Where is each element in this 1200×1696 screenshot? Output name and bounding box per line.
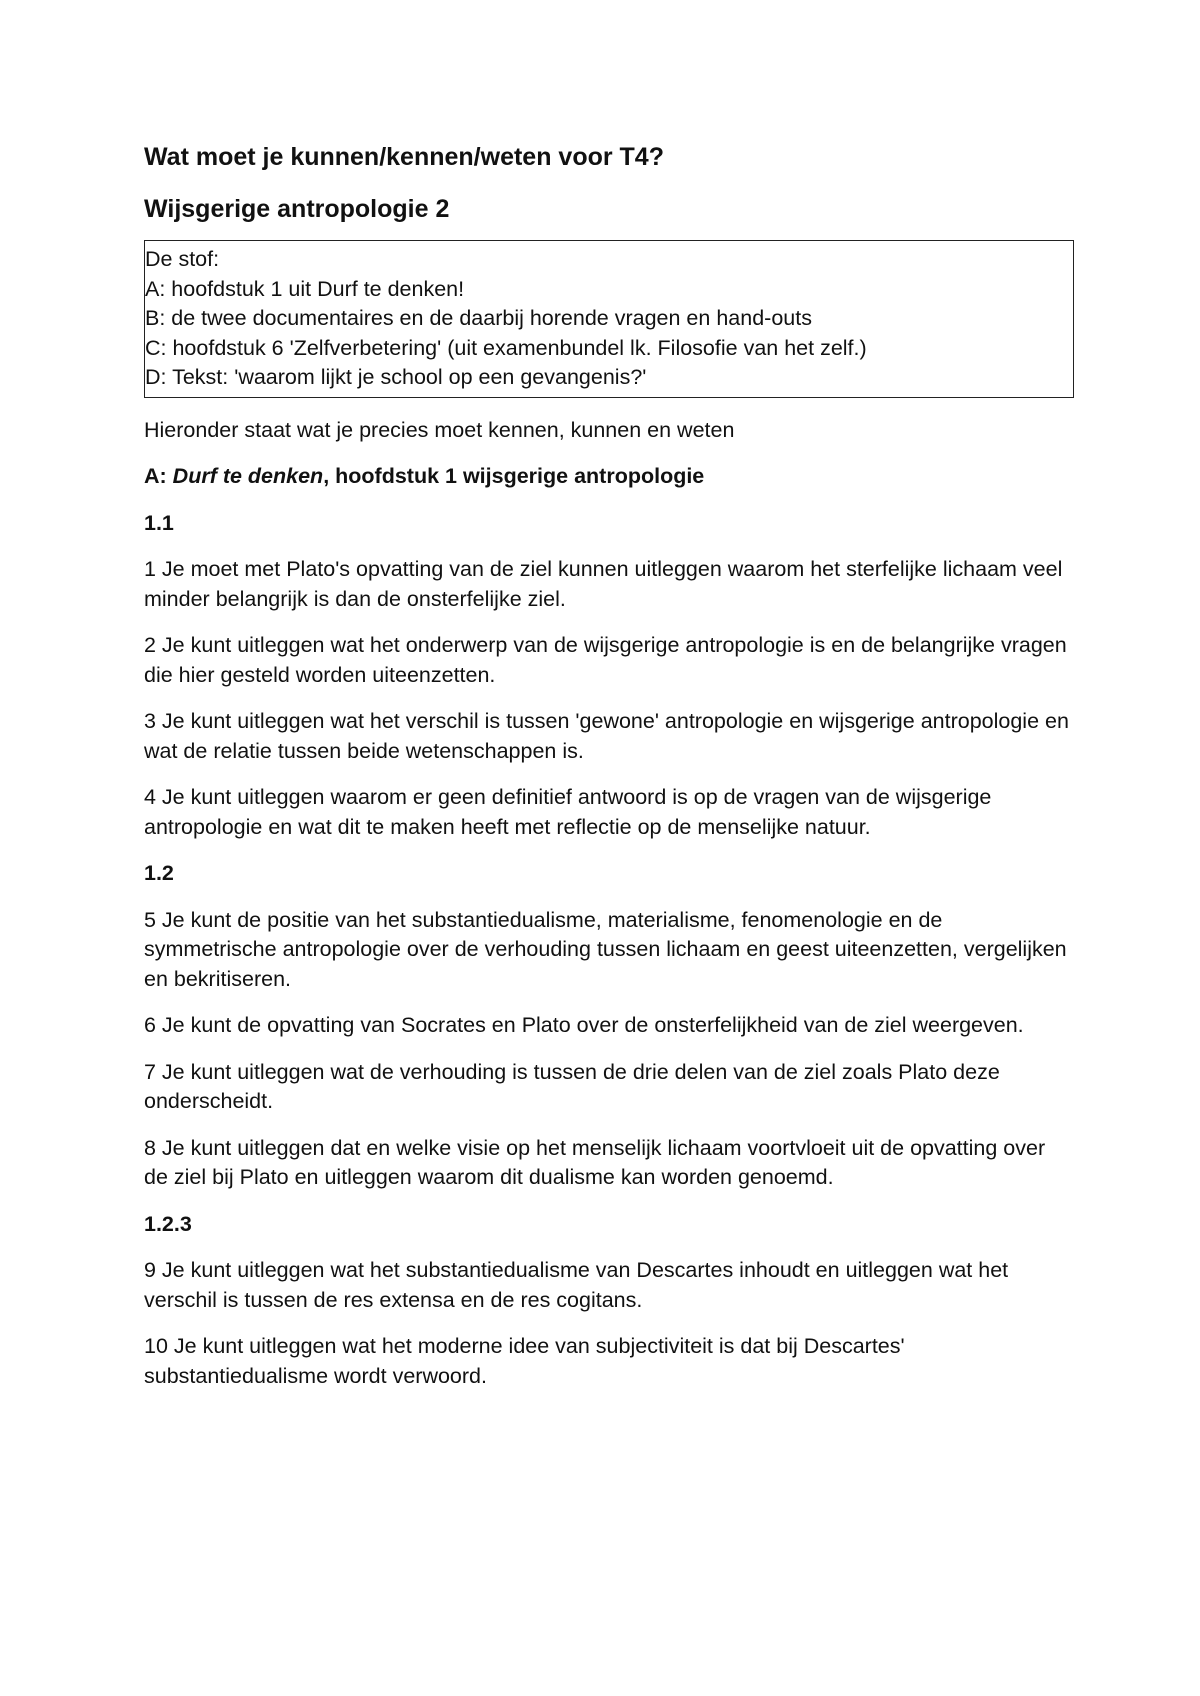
section-a-heading — [144, 462, 1074, 492]
material-box-line: B: de twee documentaires en de daarbij horende vragen en hand-outs — [145, 306, 812, 330]
learning-goal-item: 3 Je kunt uitleggen wat het verschil is tussen 'gewone' antropologie en wijsgerige antropologie en wat de relatie tussen beide wetenschappen is. — [144, 709, 1069, 763]
material-box-line: D: Tekst: 'waarom lijkt je school op een gevangenis?' — [145, 365, 647, 389]
section-a-book-title: Durf te denken — [172, 464, 324, 488]
material-box-line: C: hoofdstuk 6 'Zelfverbetering' (uit examenbundel lk. Filosofie van het zelf.) — [145, 335, 867, 360]
learning-goal-item: 4 Je kunt uitleggen waarom er geen definitief antwoord is op de vragen van de wijsgerige antropologie en wat dit te maken heeft met reflectie op de menselijke natuur. — [144, 785, 992, 839]
section-a-prefix: A: — [144, 464, 173, 488]
document-content — [144, 142, 1074, 1408]
material-box-line: De stof: — [145, 247, 220, 271]
learning-goal-item: 2 Je kunt uitleggen wat het onderwerp van de wijsgerige antropologie is en de belangrijke vragen die hier gesteld worden uiteenzetten. — [144, 633, 1067, 687]
document-title: Wat moet je kunnen/kennen/weten voor T4? — [144, 143, 664, 171]
section-a-suffix: , hoofdstuk 1 wijsgerige antropologie — [323, 464, 705, 488]
section-heading: 1.2.3 — [144, 1211, 192, 1236]
learning-goal-item: 7 Je kunt uitleggen wat de verhouding is tussen de drie delen van de ziel zoals Plato deze onderscheidt. — [144, 1059, 1000, 1113]
material-box-line: A: hoofdstuk 1 uit Durf te denken! — [145, 276, 465, 301]
intro-text: Hieronder staat wat je precies moet kennen, kunnen en weten — [144, 417, 735, 442]
learning-goal-item: 10 Je kunt uitleggen wat het moderne idee van subjectiviteit is dat bij Descartes' substantiedualisme wordt verwoord. — [144, 1334, 905, 1388]
learning-goal-item: 5 Je kunt de positie van het substantiedualisme, materialisme, fenomenologie en de symmetrische antropologie over de verhouding tussen lichaam en geest uiteenzetten, vergelijken en bekritiseren. — [144, 907, 1067, 991]
learning-goal-item: 9 Je kunt uitleggen wat het substantiedualisme van Descartes inhoudt en uitleggen wat het verschil is tussen de res extensa en de res cogitans. — [144, 1258, 1009, 1312]
learning-goal-item: 8 Je kunt uitleggen dat en welke visie op het menselijk lichaam voortvloeit uit de opvatting over de ziel bij Plato en uitleggen waarom dit dualisme kan worden genoemd. — [144, 1135, 1046, 1189]
learning-goal-item: 1 Je moet met Plato's opvatting van de ziel kunnen uitleggen waarom het sterfelijke lichaam veel minder belangrijk is dan de onsterfelijke ziel. — [144, 557, 1063, 611]
section-heading: 1.1 — [144, 510, 174, 535]
document-subtitle: Wijsgerige antropologie 2 — [144, 195, 450, 223]
section-heading: 1.2 — [144, 861, 174, 885]
learning-goal-item: 6 Je kunt de opvatting van Socrates en Plato over de onsterfelijkheid van de ziel weergeven. — [144, 1013, 1024, 1037]
material-box — [144, 240, 1074, 398]
